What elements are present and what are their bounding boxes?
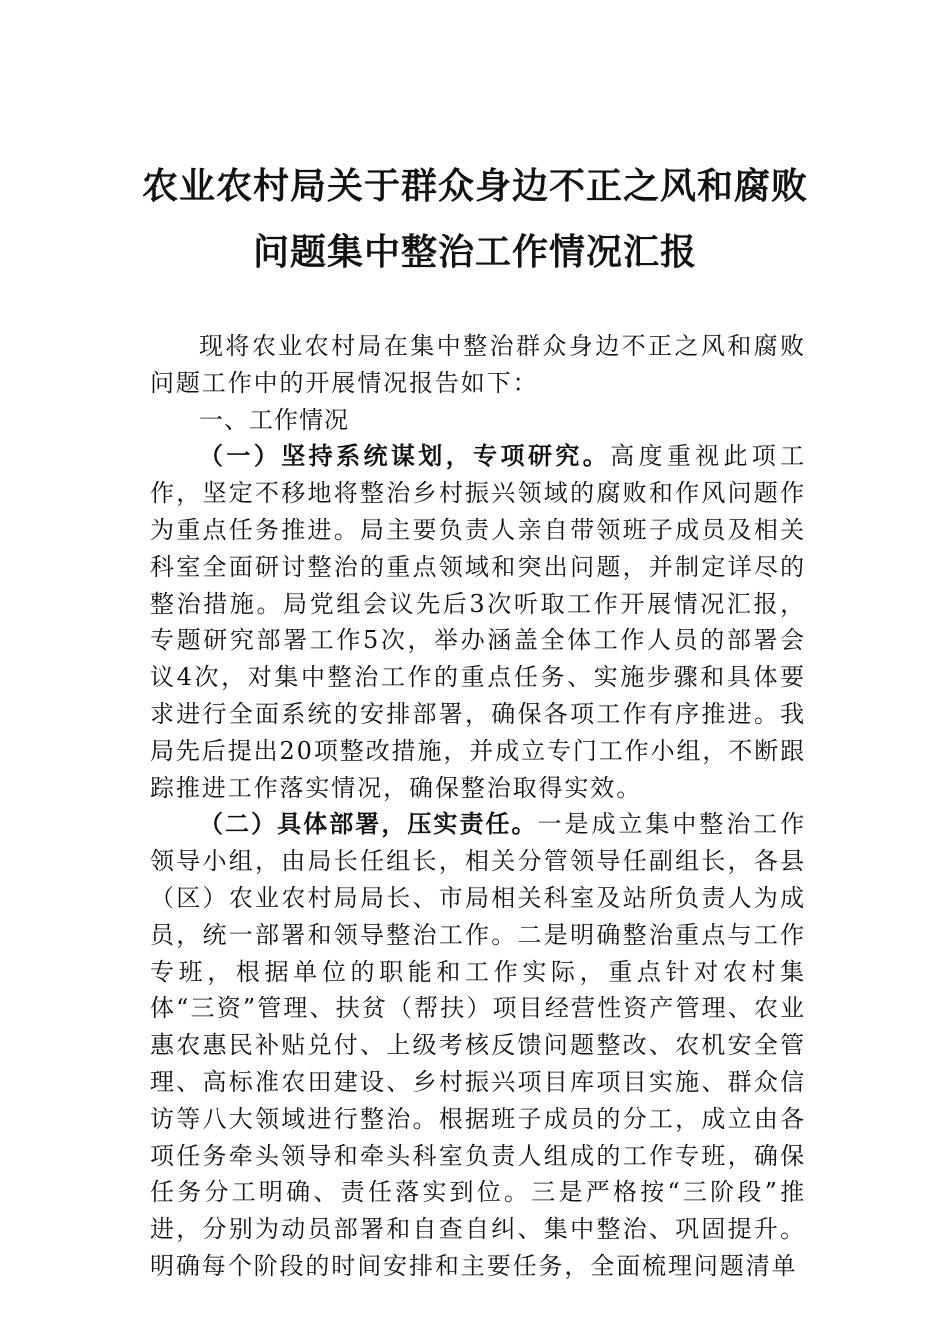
intro-paragraph: 现将农业农村局在集中整治群众身边不正之风和腐败问题工作中的开展情况报告如下： bbox=[150, 332, 806, 397]
paragraph-lead-specific-deployment: （二）具体部署，压实责任。 bbox=[199, 810, 538, 839]
document-title-line-2: 问题集中整治工作情况汇报 bbox=[252, 231, 697, 273]
paragraph-body-systematic-planning: 高度重视此项工作，坚定不移地将整治乡村振兴领域的腐败和作风问题作为重点任务推进。局主要负责人亲自带领班子成员及相关科室全面研讨整治的重点领域和突出问题，并制定详尽的整治措施。局党组会议先后3次听取工作开展情况汇报，专题研究部署工作5次，举办涵盖全体工作人员的部署会议4次，对集中整治工作的重点任务、实施步骤和具体要求进行全面系统的安排部署，确保各项工作有序推进。我局先后提出20项整改措施，并成立专门工作小组，不断跟踪推进工作落实情况，确保整治取得实效。 bbox=[150, 442, 807, 802]
section-heading-work-status: 一、工作情况 bbox=[199, 405, 349, 434]
document-body bbox=[150, 328, 806, 1285]
paragraph-systematic-planning bbox=[150, 438, 806, 806]
paragraph-lead-systematic-planning: （一）坚持系统谋划，专项研究。 bbox=[199, 442, 611, 471]
paragraph-specific-deployment bbox=[150, 806, 806, 1284]
paragraph-body-specific-deployment: 一是成立集中整治工作领导小组，由局长任组长，相关分管领导任副组长，各县（区）农业农村局局长、市局相关科室及站所负责人为成员，统一部署和领导整治工作。二是明确整治重点与工作专班，根据单位的职能和工作实际，重点针对农村集体“三资”管理、扶贫（帮扶）项目经营性资产管理、农业惠农惠民补贴兑付、上级考核反馈问题整改、农机安全管理、高标准农田建设、乡村振兴项目库项目实施、群众信访等八大领域进行整治。根据班子成员的分工，成立由各项任务牵头领导和牵头科室负责人组成的工作专班，确保任务分工明确、责任落实到位。三是严格按“三阶段”推进，分别为动员部署和自查自纠、集中整治、巩固提升。明确每个阶段的时间安排和主要任务，全面梳理问题清单 bbox=[150, 810, 807, 1280]
document-title-line-1: 农业农村局关于群众身边不正之风和腐败 bbox=[141, 165, 808, 207]
